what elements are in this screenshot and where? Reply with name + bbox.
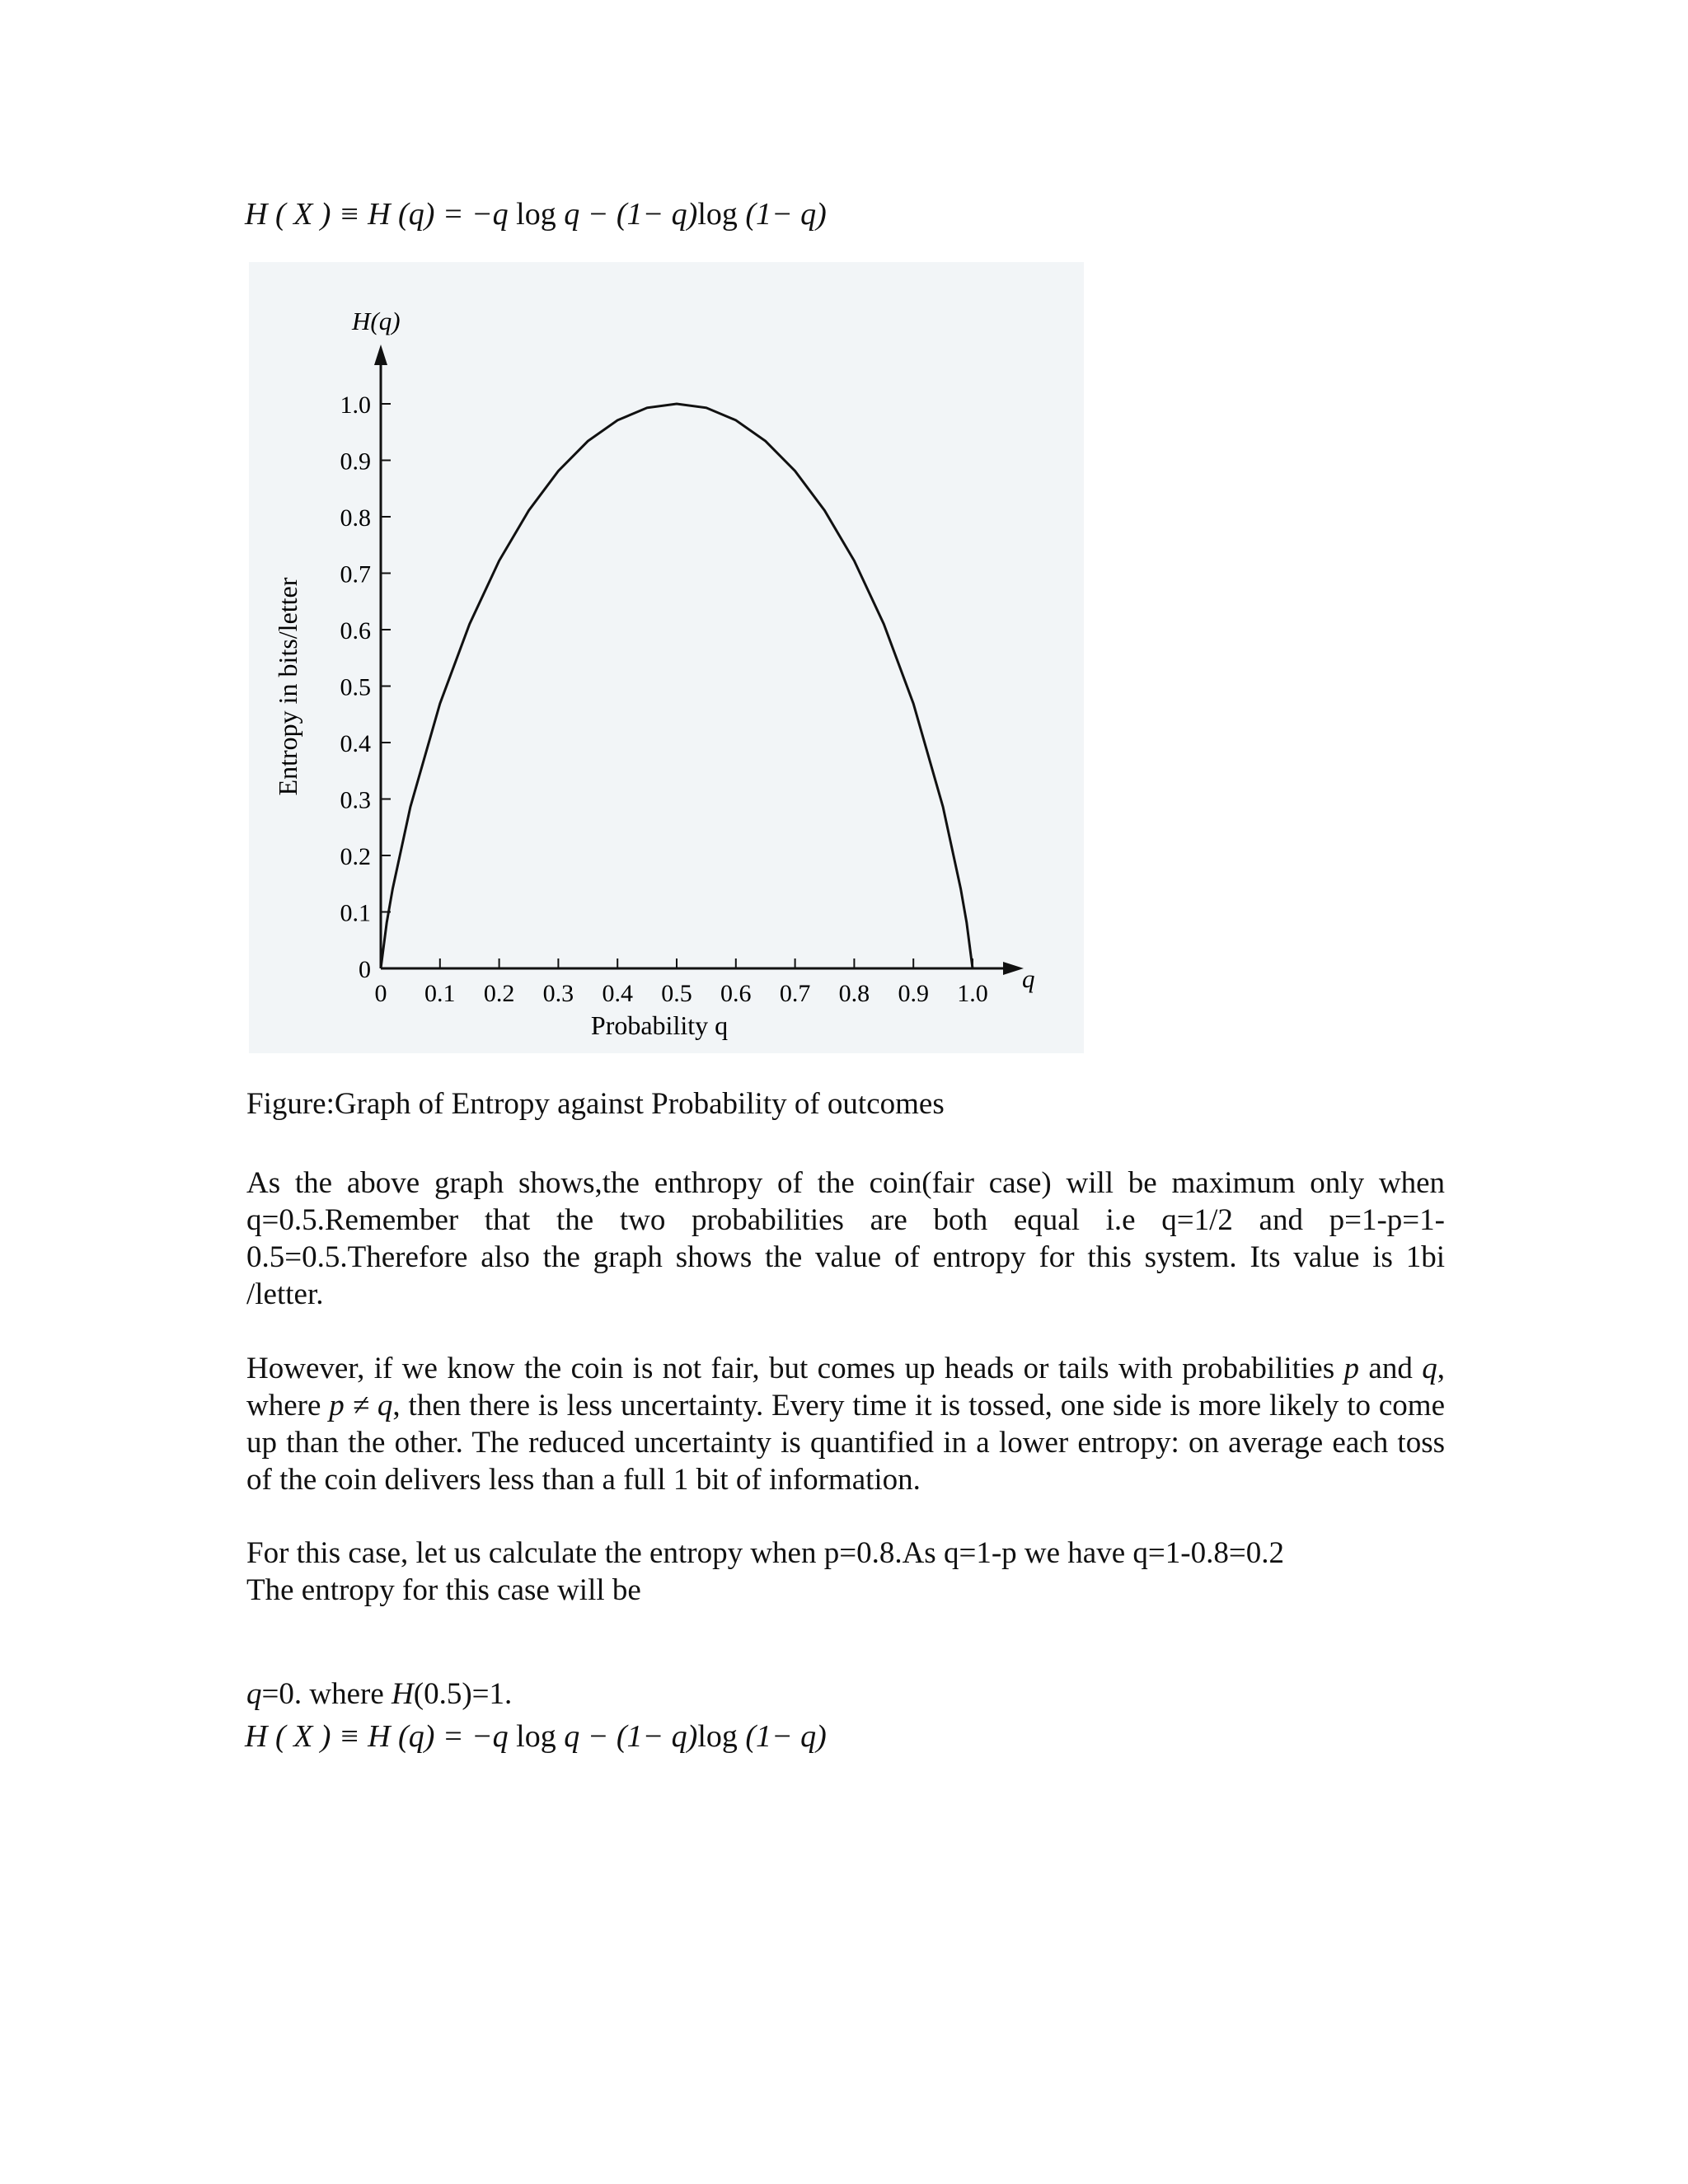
y-tick-label: 0.6 xyxy=(340,617,371,644)
x-axis-arrow xyxy=(1003,962,1024,975)
y-axis-arrow xyxy=(374,344,387,365)
y-axis-label: Entropy in bits/letter xyxy=(273,577,302,796)
entropy-equation-repeat: H ( X ) ≡ H (q) = −q log q − (1− q)log (1− q) xyxy=(245,1719,827,1754)
y-tick-label: 0.9 xyxy=(340,448,371,476)
x-axis-label: Probability q xyxy=(590,1010,729,1040)
entropy-chart xyxy=(249,262,1084,1053)
entropy-figure xyxy=(249,262,1084,1053)
paragraph-calculation: For this case, let us calculate the entropy when p=0.8.As q=1-p we have q=1-0.8=0.2 The entropy for this case will be xyxy=(246,1536,1284,1607)
x-tick-label: 0 xyxy=(374,980,387,1007)
x-tick-label: 0.3 xyxy=(542,980,574,1007)
x-tick-label: 0.6 xyxy=(720,980,752,1007)
entropy-curve xyxy=(381,404,973,968)
y-tick-label: 0.5 xyxy=(340,673,371,701)
y-tick-label: 0.7 xyxy=(340,560,371,588)
y-tick-label: 0.2 xyxy=(340,843,371,870)
x-tick-label: 0.9 xyxy=(898,980,929,1007)
q-zero-note: q=0. where H(0.5)=1. xyxy=(246,1677,513,1711)
y-tick-label: 0 xyxy=(359,956,371,983)
x-tick-label: 1.0 xyxy=(957,980,988,1007)
paragraph-unfair-coin: However, if we know the coin is not fair, but comes up heads or tails with probabilities p and q, where p ≠ q, then there is less uncertainty. Every time it is tossed, one side is more likely to come up than the other. The reduced uncertainty is quantified in a lower entropy: on average each toss of the coin delivers less than a full 1 bit of information. xyxy=(246,1352,1446,1497)
y-tick-label: 0.8 xyxy=(340,504,371,532)
x-tick-label: 0.5 xyxy=(661,980,692,1007)
x-axis-name: q xyxy=(1022,964,1035,993)
y-tick-label: 0.3 xyxy=(340,786,371,814)
x-tick-label: 0.1 xyxy=(424,980,456,1007)
x-tick-label: 0.8 xyxy=(838,980,870,1007)
x-tick-label: 0.2 xyxy=(483,980,515,1007)
y-tick-label: 0.4 xyxy=(340,730,371,757)
x-tick-label: 0.4 xyxy=(602,980,633,1007)
y-tick-label: 1.0 xyxy=(340,391,371,419)
x-tick-label: 0.7 xyxy=(779,980,811,1007)
entropy-equation: H ( X ) ≡ H (q) = −q log q − (1− q)log (1− q) xyxy=(245,197,827,232)
paragraph-fair-coin: As the above graph shows,the enthropy of the coin(fair case) will be maximum only when q=0.5.Remember that the two probabilities are both equal i.e q=1/2 and p=1-p=1-0.5=0.5.Therefore also the graph shows the value of entropy for this system. Its value is 1bi /letter. xyxy=(246,1166,1445,1311)
figure-caption: Figure:Graph of Entropy against Probability of outcomes xyxy=(246,1087,945,1121)
y-axis-name: H(q) xyxy=(352,307,401,335)
y-tick-label: 0.1 xyxy=(340,899,371,927)
